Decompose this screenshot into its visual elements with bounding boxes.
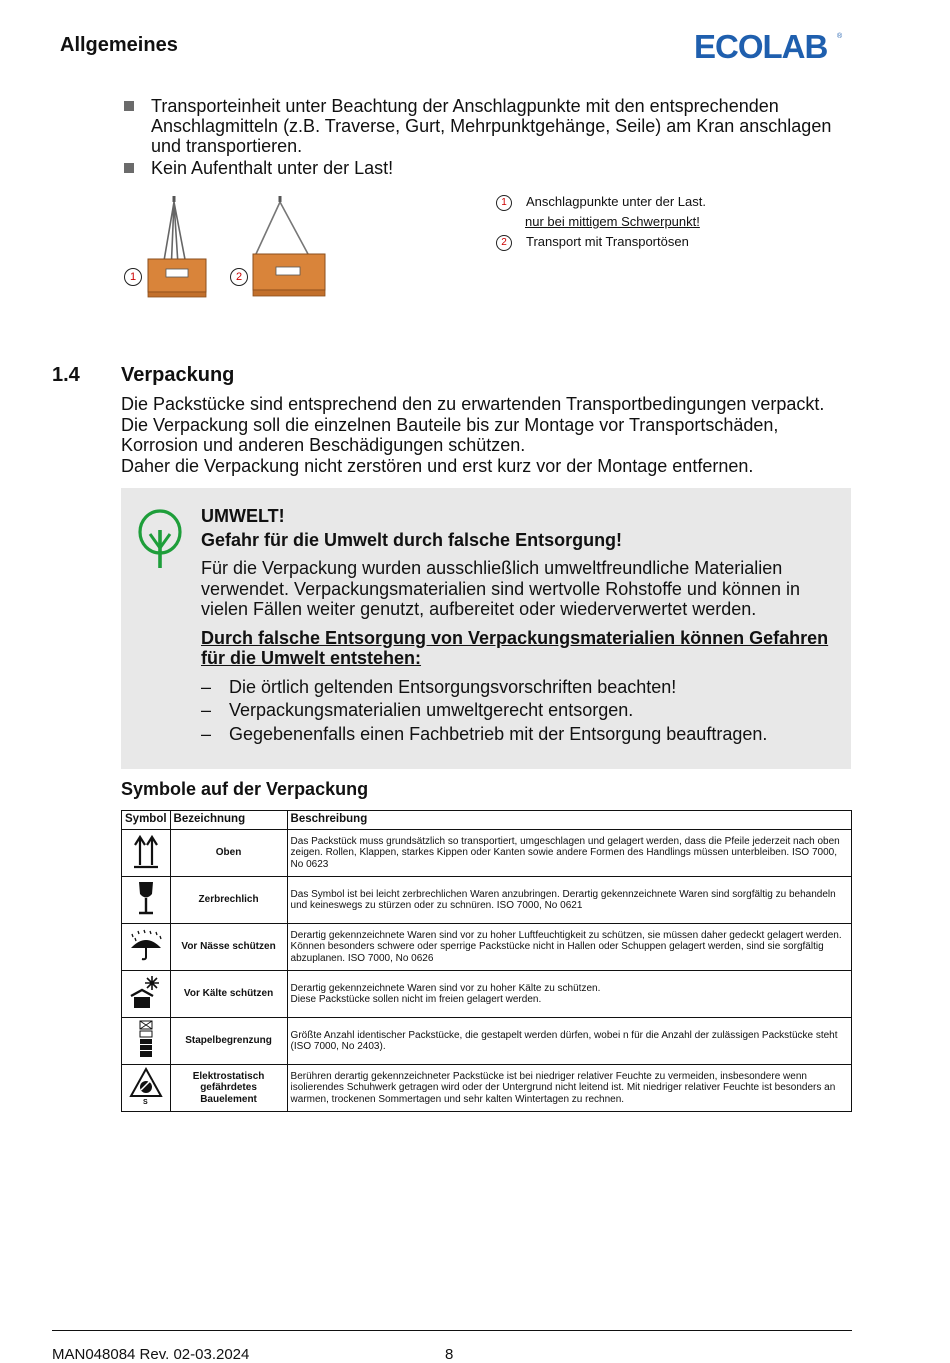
section-title: Verpackung [121,364,235,386]
table-row: Vor Nässe schützen Derartig gekennzeichnete Waren sind vor zu hoher Luftfeuchtigkeit zu schützen, sie müssen daher gedeckt gelagert werden. Können besonders schwere oder sperrige Packstücke nicht in Hallen oder Schuppen gelagert werden, sind sie sorgfältig abzuplanen. ISO 7000, No 0626 [122,924,852,971]
figure-legend [496,192,706,252]
page-number: 8 [445,1346,454,1363]
legend-number: 1 [496,195,512,211]
crane-transport-figure [118,192,338,304]
table-row: Stapelbegrenzung Größte Anzahl identischer Packstücke, die gestapelt werden dürfen, wobei n für die Anzahl der zulässigen Packstücke steht (ISO 7000, No 2403). [122,1018,852,1065]
legend-number: 2 [496,235,512,251]
table-header-row [122,811,852,830]
crate-under-load-icon [148,196,206,297]
table-row: Oben Das Packstück muss grundsätzlich so transportiert, umgeschlagen und gelagert werden, dass die Pfeile jederzeit nach oben zeigen. Rollen, Klappen, starkes Kippen oder Kanten sowie andere Formen des Handlings müssen unterbleiben. ISO 7000, No 0623 [122,830,852,877]
svg-text:S: S [142,1099,148,1107]
square-bullet-icon [124,101,134,111]
column-header: Symbol [122,811,171,830]
notice-body: Für die Verpackung wurden ausschließlich umweltfreundliche Materialien verwendet. Verpackungsmaterialien sind wertvolle Rohstoffe und können in vielen Fällen weiter genutzt, aufbereitet oder wiederverwertet werden. [201,558,801,619]
svg-text:ECOLAB: ECOLAB [694,28,828,64]
arrows-up-icon [131,833,161,869]
symbols-title: Symbole auf der Verpackung [121,779,369,799]
legend-note: nur bei mittigem Schwerpunkt! [525,214,700,229]
umbrella-icon [128,928,164,962]
figure-label-1: 1 [124,268,142,286]
symbols-table [121,810,852,1112]
legend-item: 1 Anschlagpunkte unter der Last. [496,192,706,212]
ecolab-logo [694,28,844,64]
page-header-title: Allgemeines [60,34,178,56]
environment-notice [201,506,841,747]
bullet-item: Transporteinheit unter Beachtung der Anschlagpunkte mit den entsprechenden Anschlagmitteln (z.B. Traverse, Gurt, Mehrpunktgehänge, Seile) am Kran anschlagen und transportieren. [122,96,852,156]
crate-transport-eyes-icon [253,196,325,296]
table-row: Vor Kälte schützen Derartig gekennzeichnete Waren sind vor zu hoher Kälte zu schützen. Diese Packstücke sollen nicht im freien gelagert werden. [122,971,852,1018]
column-header: Bezeichnung [170,811,287,830]
bullet-item: Kein Aufenthalt unter der Last! [122,158,852,178]
esd-icon [128,1066,164,1106]
list-item: – Verpackungsmaterialien umweltgerecht entsorgen. [201,700,634,720]
notice-heading: UMWELT! [201,506,285,526]
document-number: MAN048084 Rev. 02-03.2024 [52,1346,250,1363]
glass-icon [131,879,161,917]
legend-item: 2 Transport mit Transportösen [496,232,706,252]
section-body: Die Packstücke sind entsprechend den zu erwartenden Transportbedingungen verpackt. Die Verpackung soll die einzelnen Bauteile bis zur Montage vor Transportschäden, Korrosion und anderen Beschädigungen schützen. Daher die Verpackung nicht zerstören und erst kurz vor der Montage entfernen. [121,394,825,476]
figure-label-2: 2 [230,268,248,286]
footer-divider [52,1330,852,1331]
transport-instructions [122,96,852,180]
square-bullet-icon [124,163,134,173]
tree-icon [136,508,186,570]
column-header: Beschreibung [287,811,851,830]
list-item: – Die örtlich geltenden Entsorgungsvorschriften beachten! [201,676,677,697]
notice-subheading: Gefahr für die Umwelt durch falsche Entsorgung! [201,529,623,550]
notice-warning: Durch falsche Entsorgung von Verpackungsmaterialien können Gefahren für die Umwelt entstehen: [201,627,829,668]
snowflake-icon [128,974,164,1010]
table-row: S Elektrostatisch gefährdetes Bauelement Berühren derartig gekennzeichneter Packstücke ist bei niedriger relativer Feuchte zu vermeiden, insbesondere wenn isolierendes Schuhwerk getragen wird oder der Untergrund nicht leitend ist. Mit niedriger relativer Feuchte ist besonders an warmen, trockenen Sommertagen und sehr kalten Wintertagen zu rechnen. [122,1065,852,1112]
table-row: Zerbrechlich Das Symbol ist bei leicht zerbrechlichen Waren anzubringen. Derartig gekennzeichnete Waren sind sorgfältig zu behandeln und keineswegs zu stürzen oder zu schnüren. ISO 7000, No 0621 [122,877,852,924]
svg-text:®: ® [837,33,843,40]
list-item: – Gegebenenfalls einen Fachbetrieb mit der Entsorgung beauftragen. [201,723,768,744]
section-number: 1.4 [52,364,80,386]
stack-limit-icon [132,1019,160,1059]
notice-list [201,677,841,745]
